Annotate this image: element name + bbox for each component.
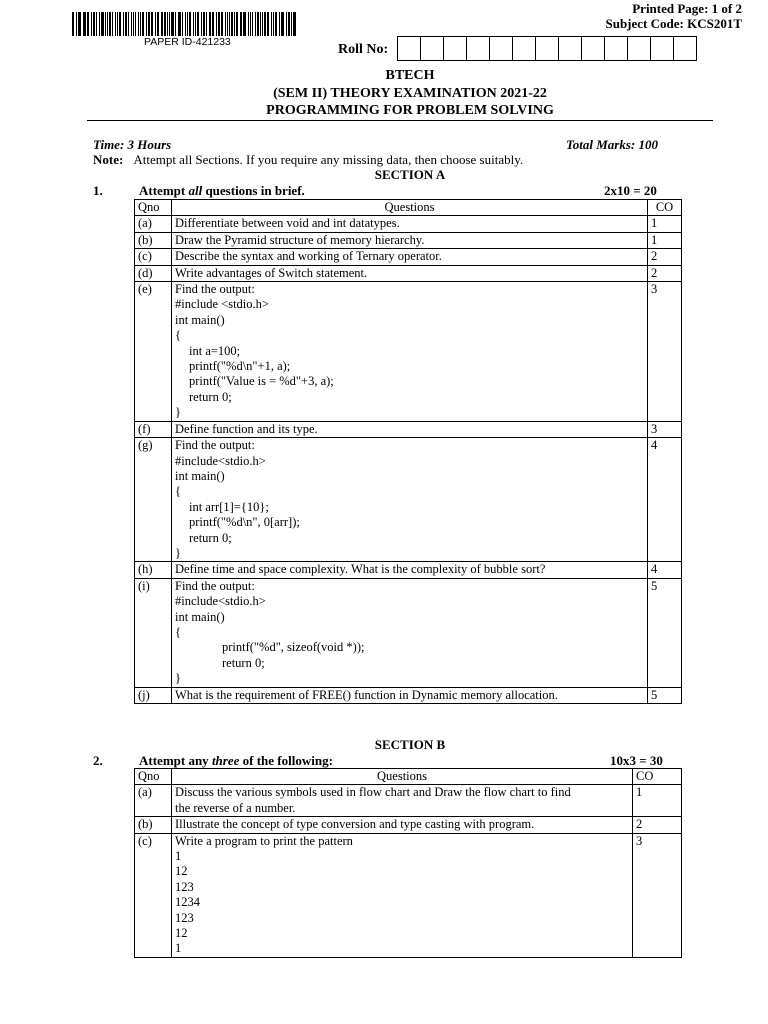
question-line: Describe the syntax and working of Ternary operator. (175, 249, 442, 264)
course-outcome: 1 (648, 232, 682, 248)
barcode-bar (142, 12, 144, 36)
course-outcome: 2 (648, 265, 682, 281)
question-line: 12 (175, 926, 188, 941)
barcode-bar (171, 12, 174, 36)
barcode-bar (87, 12, 88, 36)
question-number: (h) (135, 562, 172, 578)
barcode-bar (203, 12, 205, 36)
question-line: int main() (175, 609, 225, 624)
question-line: #include<stdio.h> (175, 453, 266, 468)
section-b-qnum: 2. (93, 753, 103, 768)
question-line: #include <stdio.h> (175, 297, 269, 312)
question-text (172, 833, 633, 957)
barcode-bar (138, 12, 139, 36)
exam-subject: PROGRAMMING FOR PROBLEM SOLVING (266, 103, 554, 118)
question-line: Illustrate the concept of type conversion and type casting with program. (175, 817, 535, 832)
roll-no-box[interactable] (581, 36, 605, 61)
question-line: Write a program to print the pattern (175, 833, 353, 848)
barcode-bar (216, 12, 217, 36)
table-row (135, 421, 682, 437)
barcode-bar (212, 12, 214, 36)
roll-no-box[interactable] (558, 36, 582, 61)
roll-no-box[interactable] (673, 36, 697, 61)
printed-page: Printed Page: 1 of 2 (632, 1, 742, 16)
roll-no-box[interactable] (420, 36, 444, 61)
question-text (172, 232, 648, 248)
roll-no-label: Roll No: (338, 42, 389, 57)
table-row (135, 687, 682, 703)
question-line: 1234 (175, 895, 200, 910)
barcode-bar (201, 12, 202, 36)
barcode-bar (101, 12, 104, 36)
barcode-bar (161, 12, 163, 36)
question-line: return 0; (189, 389, 232, 404)
header-qno: Qno (135, 769, 172, 785)
barcode-bar (218, 12, 221, 36)
barcode-bar (189, 12, 191, 36)
section-b-title: SECTION B (374, 737, 446, 752)
question-line: 123 (175, 910, 194, 925)
question-line: printf("%d\n", 0[arr]); (189, 515, 300, 530)
note (93, 152, 523, 168)
question-line: } (175, 671, 181, 686)
question-line: Discuss the various symbols used in flow chart and Draw the flow chart to find (175, 785, 571, 800)
question-text (172, 282, 648, 422)
barcode-bar (151, 12, 153, 36)
note-text: Attempt all Sections. If you require any missing data, then choose suitably. (133, 152, 524, 167)
barcode-bar (234, 12, 235, 36)
question-line: } (175, 405, 181, 420)
barcode-bar (221, 12, 223, 36)
barcode-bar (112, 12, 113, 36)
section-a-instruction: Attempt all questions in brief. (139, 183, 305, 198)
question-number: (e) (135, 282, 172, 422)
barcode-bar (262, 12, 263, 36)
question-text (172, 438, 648, 562)
question-line: Find the output: (175, 438, 255, 453)
section-b-table (134, 768, 682, 958)
table-row (135, 265, 682, 281)
barcode-bar (264, 12, 266, 36)
barcode-bar (78, 12, 79, 36)
question-text (172, 265, 648, 281)
subject-code: Subject Code: KCS201T (605, 16, 742, 31)
question-line: int main() (175, 312, 225, 327)
barcode-bar (133, 12, 134, 36)
section-b-instruction: Attempt any three of the following: (139, 753, 333, 768)
barcode-bar (96, 12, 98, 36)
barcode-bar (140, 12, 141, 36)
barcode-bar (146, 12, 147, 36)
barcode-bar (255, 12, 256, 36)
question-line: return 0; (222, 655, 265, 670)
barcode-bar (76, 12, 77, 36)
course-outcome: 2 (633, 817, 682, 833)
course-outcome: 3 (648, 282, 682, 422)
barcode-bar (240, 12, 241, 36)
course-outcome: 3 (648, 421, 682, 437)
question-line: return 0; (189, 530, 232, 545)
table-header-row (135, 200, 682, 216)
header-co: CO (648, 200, 682, 216)
barcode-bar (286, 12, 287, 36)
barcode-bar (117, 12, 119, 36)
barcode-bar (248, 12, 249, 36)
question-number: (g) (135, 438, 172, 562)
barcode-bar (119, 12, 121, 36)
question-line: Find the output: (175, 282, 255, 297)
section-a-qnum: 1. (93, 183, 103, 198)
barcode-bar (125, 12, 128, 36)
barcode-bar (179, 12, 181, 36)
section-a-table (134, 199, 682, 704)
question-number: (b) (135, 817, 172, 833)
barcode-bar (197, 12, 200, 36)
header-questions: Questions (172, 200, 648, 216)
barcode-bar (185, 12, 186, 36)
barcode-bar (157, 12, 158, 36)
course-outcome: 2 (648, 249, 682, 265)
barcode-bar (275, 12, 277, 36)
barcode-bar (131, 12, 132, 36)
barcode-bar (267, 12, 270, 36)
question-line: Write advantages of Switch statement. (175, 265, 368, 280)
question-text (172, 687, 648, 703)
header-qno: Qno (135, 200, 172, 216)
barcode-bar (178, 12, 179, 36)
question-text (172, 216, 648, 232)
barcode-bar (271, 12, 272, 36)
barcode-bar (72, 12, 74, 36)
question-line: the reverse of a number. (175, 800, 296, 815)
course-outcome: 5 (648, 687, 682, 703)
question-text (172, 249, 648, 265)
question-line: { (175, 328, 181, 343)
barcode-bar (169, 12, 170, 36)
question-line: #include<stdio.h> (175, 594, 266, 609)
barcode-bar (193, 12, 194, 36)
barcode-bar (227, 12, 228, 36)
question-line: Draw the Pyramid structure of memory hierarchy. (175, 232, 425, 247)
barcode-bar (279, 12, 280, 36)
question-line: Define function and its type. (175, 421, 318, 436)
question-line: int a=100; (189, 343, 241, 358)
exam-time: Time: 3 Hours (93, 137, 172, 152)
barcode-bar (236, 12, 238, 36)
question-line: int main() (175, 468, 225, 483)
roll-no-box[interactable] (443, 36, 467, 61)
barcode-bar (282, 12, 284, 36)
question-line: Define time and space complexity. What is the complexity of bubble sort? (175, 562, 546, 577)
question-number: (i) (135, 578, 172, 687)
barcode-bar (273, 12, 274, 36)
question-text (172, 785, 633, 817)
roll-no-box[interactable] (512, 36, 536, 61)
roll-no-box[interactable] (466, 36, 490, 61)
barcode-bar (88, 12, 89, 36)
barcode-bar (175, 12, 176, 36)
course-outcome: 1 (633, 785, 682, 817)
barcode-bar (206, 12, 207, 36)
barcode-bar (91, 12, 92, 36)
barcode-bar (252, 12, 253, 36)
barcode-bar (135, 12, 137, 36)
question-line: } (175, 545, 181, 560)
barcode (72, 12, 297, 36)
exam-title: (SEM II) THEORY EXAMINATION 2021-22 (273, 86, 547, 101)
question-number: (c) (135, 833, 172, 957)
barcode-bar (231, 12, 233, 36)
question-line: { (175, 624, 181, 639)
question-line: 1 (175, 941, 182, 956)
barcode-bar (260, 12, 261, 36)
roll-no-box[interactable] (650, 36, 674, 61)
section-a-marks: 2x10 = 20 (604, 183, 657, 198)
barcode-bar (115, 12, 116, 36)
barcode-bar (210, 12, 211, 36)
roll-no-box[interactable] (535, 36, 559, 61)
barcode-bar (155, 12, 156, 36)
course-outcome: 1 (648, 216, 682, 232)
course-outcome: 3 (633, 833, 682, 957)
question-text (172, 562, 648, 578)
barcode-bar (123, 12, 124, 36)
roll-no-boxes (398, 36, 697, 61)
roll-no-box[interactable] (489, 36, 513, 61)
barcode-bar (128, 12, 129, 36)
table-row (135, 438, 682, 562)
barcode-bar (243, 12, 246, 36)
barcode-bar (229, 12, 230, 36)
barcode-bar (93, 12, 95, 36)
table-row (135, 562, 682, 578)
course-outcome: 5 (648, 578, 682, 687)
question-text (172, 817, 633, 833)
barcode-bar (105, 12, 106, 36)
roll-no-box[interactable] (627, 36, 651, 61)
table-row (135, 578, 682, 687)
question-line: printf("%d", sizeof(void *)); (222, 640, 365, 655)
question-number: (j) (135, 687, 172, 703)
barcode-bar (250, 12, 252, 36)
question-line: int arr[1]={10}; (189, 499, 269, 514)
barcode-bar (241, 12, 242, 36)
question-line: 12 (175, 864, 188, 879)
barcode-bar (182, 12, 183, 36)
barcode-bar (187, 12, 189, 36)
question-line: printf("%d\n"+1, a); (189, 359, 291, 374)
table-row (135, 216, 682, 232)
barcode-bar (79, 12, 81, 36)
header-divider (87, 120, 713, 121)
question-line: 1 (175, 849, 182, 864)
barcode-bar (225, 12, 226, 36)
barcode-bar (293, 12, 296, 36)
barcode-bar (291, 12, 292, 36)
barcode-bar (148, 12, 151, 36)
question-line: 123 (175, 879, 194, 894)
question-number: (c) (135, 249, 172, 265)
question-number: (a) (135, 785, 172, 817)
question-number: (b) (135, 232, 172, 248)
barcode-bar (107, 12, 108, 36)
total-marks: Total Marks: 100 (566, 137, 658, 152)
barcode-bar (99, 12, 100, 36)
note-label: Note: (93, 152, 124, 167)
question-text (172, 578, 648, 687)
table-row (135, 833, 682, 957)
question-number: (f) (135, 421, 172, 437)
barcode-bar (83, 12, 86, 36)
barcode-bar (281, 12, 282, 36)
table-row (135, 249, 682, 265)
question-number: (d) (135, 265, 172, 281)
question-line: What is the requirement of FREE() function in Dynamic memory allocation. (175, 687, 558, 702)
question-line: printf("Value is = %d"+3, a); (189, 374, 334, 389)
question-line: Differentiate between void and int datatypes. (175, 216, 400, 231)
question-number: (a) (135, 216, 172, 232)
barcode-bar (164, 12, 166, 36)
question-text (172, 421, 648, 437)
header-co: CO (633, 769, 682, 785)
question-line: Find the output: (175, 578, 255, 593)
course-outcome: 4 (648, 438, 682, 562)
table-row (135, 817, 682, 833)
paper-id: PAPER ID-421233 (144, 36, 231, 48)
barcode-bar (288, 12, 290, 36)
table-row (135, 785, 682, 817)
table-header-row (135, 769, 682, 785)
header-questions: Questions (172, 769, 633, 785)
section-b-marks: 10x3 = 30 (610, 753, 663, 768)
barcode-bar (109, 12, 111, 36)
course-outcome: 4 (648, 562, 682, 578)
barcode-bar (257, 12, 259, 36)
barcode-bar (158, 12, 159, 36)
barcode-bar (209, 12, 210, 36)
question-line: { (175, 484, 181, 499)
roll-no-box[interactable] (397, 36, 421, 61)
barcode-bar (167, 12, 168, 36)
table-row (135, 282, 682, 422)
barcode-bar (195, 12, 196, 36)
section-a-title: SECTION A (374, 167, 446, 182)
exam-degree: BTECH (385, 68, 435, 83)
roll-no-box[interactable] (604, 36, 628, 61)
table-row (135, 232, 682, 248)
